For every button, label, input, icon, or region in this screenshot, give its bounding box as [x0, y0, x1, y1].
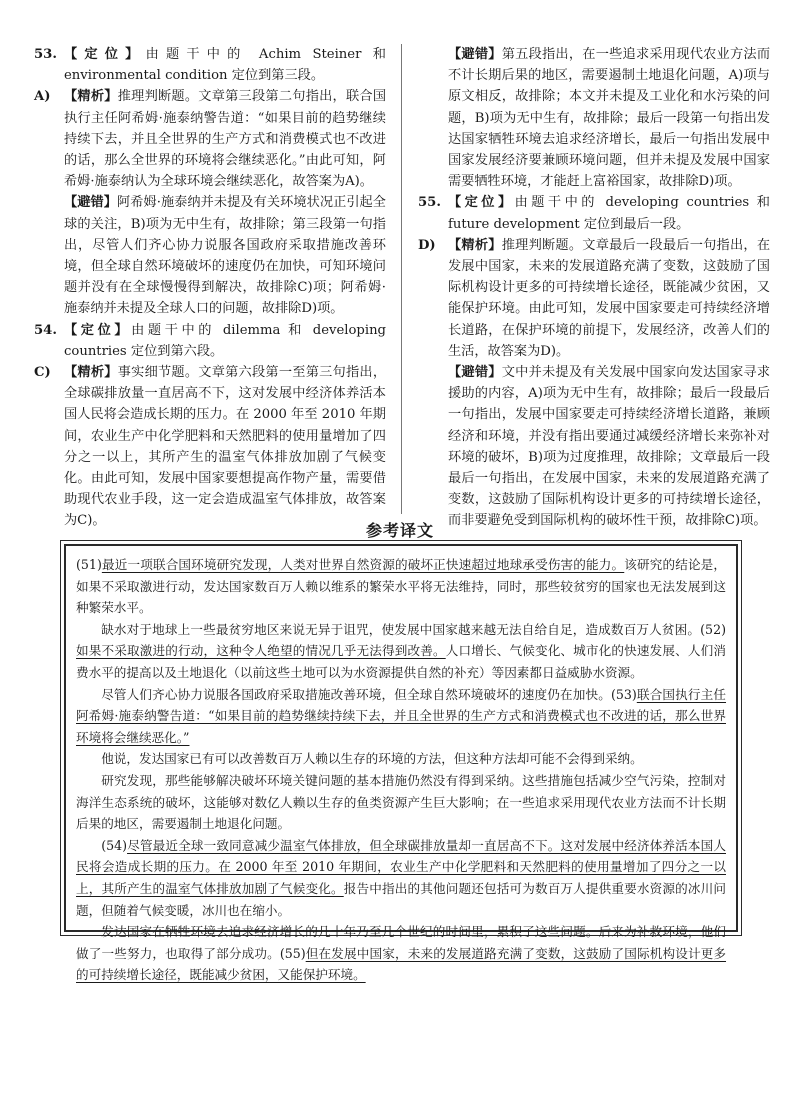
translation-paragraph	[76, 835, 726, 921]
locate-tag: 【定位】	[448, 195, 515, 211]
sentence-tag: (51)	[76, 557, 102, 572]
avoid-tag: 【避错】	[448, 47, 502, 62]
q55-analysis	[418, 235, 770, 362]
analysis-text: 事实细节题。文章第六段第一至第三句指出，全球碳排放量一直居高不下，这对发展中经济体养活本国人民将会造成长期的压力。在 2000 年至 2010 年期间，农业生产中化学肥料和天然肥料的使用量增加了四分之一以上，其所产生的温室气体排放加剧了气候变化。由此可知，发展中国家要想提高作物产量，需要借助现代农业手段，这一定会造成温室气体排放，故答案为C)。	[64, 365, 387, 529]
analysis-tag: 【精析】	[64, 89, 118, 105]
right-column	[418, 44, 770, 532]
answer-letter: A)	[34, 89, 51, 105]
translation-paragraph	[76, 554, 726, 619]
locate-text: 由题干中的 Achim Steiner 和 environmental condition 定位到第三段。	[64, 47, 386, 84]
avoid-tag: 【避错】	[64, 195, 117, 211]
underlined-sentence: 最近一项联合国环境研究发现，人类对世界自然资源的破坏正快速超过地球承受伤害的能力。	[101, 557, 625, 572]
underlined-sentence: 但在发展中国家，未来的发展道路充满了变数，这鼓励了国际机构设计更多的可持续增长途径，既能减少贫困，又能保护环境。	[76, 945, 727, 983]
translation-paragraph: 他说，发达国家已有可以改善数百万人赖以生存的环境的方法，但这种方法却可能不会得到采纳。	[101, 751, 643, 767]
analysis-text: 推理判断题。文章最后一段最后一句指出，在发展中国家，未来的发展道路充满了变数，这鼓励了国际机构设计更多的可持续增长途径，既能减少贫困，又能保护环境。由此可知，发展中国家要走可持续经济增长道路，在保护环境的前提下，发展经济，改善人们的生活，故答案为D)。	[448, 237, 771, 359]
translation-paragraph	[76, 684, 726, 749]
sentence: 发达国家在牺牲环境去追求经济增长的几十年乃至几个世纪的时间里，累积了这些问题。后来为补救环境，他们做了一些努力，也取得了部分成功。	[76, 924, 726, 961]
translation-paragraph: 研究发现，那些能够解决破坏环境关键问题的基本措施仍然没有得到采纳。这些措施包括减少空气污染，控制对海洋生态系统的破坏，这能够对数亿人赖以生存的鱼类资源产生巨大影响；在一些追求采用现代农业方法而不计长期后果的地区，需要遏制土地退化问题。	[76, 772, 726, 832]
translation-box	[64, 544, 738, 983]
avoid-text: 第五段指出，在一些追求采用现代农业方法而不计长期后果的地区，需要遏制土地退化问题，A)项与原文相反，故排除；本文并未提及工业化和水污染的问题，B)项为无中生有，故排除；最后一段第一句指出发达国家牺牲环境去追求经济增长，最后一句指出发展中国家发展经济要兼顾环境问题，但并未提及发展中国家需要牺牲环境，才能赶上富裕国家，故排除D)项。	[448, 47, 771, 190]
underlined-sentence: 联合国执行主任阿希姆·施泰纳警告道：“如果目前的趋势继续持续下去，并且全世界的生产方式和消费模式也不改进的话，那么世界环境将会继续恶化。”	[76, 686, 727, 745]
q53-avoid	[34, 192, 386, 319]
sentence: 人口增长、气候变化、城市化的快速发展、人们消费水平的提高以及土地退化（以前这些土地可以为水资源提供自然的补充）等因素都日益威胁水资源。	[76, 643, 727, 680]
q53-locate	[34, 44, 386, 86]
q54-locate	[34, 320, 386, 362]
analysis-tag: 【精析】	[448, 237, 502, 253]
analysis-text: 推理判断题。文章第三段第二句指出，联合国执行主任阿希姆·施泰纳警告道：“如果目前的趋势继续持续下去，并且全世界的生产方式和消费模式也不改进的话，那么全世界的环境将会继续恶化。”由此可知，阿希姆·施泰纳认为全球环境会继续恶化，故答案为A)。	[64, 89, 387, 190]
locate-text: 由题干中的 dilemma 和 developing countries 定位到第六段。	[64, 322, 387, 359]
section-heading: 参考译文	[365, 521, 434, 540]
underlined-sentence: 尽管最近全球一致同意减少温室气体排放，但全球碳排放量却一直居高不下。这对发展中经济体养活本国人民将会造成长期的压力。在 2000 年至 2010 年期间，农业生产中化学肥料和天然肥料的使用量增加了四分之一以上，其所产生的温室气体排放加剧了气候变化。	[76, 837, 726, 896]
avoid-text: 文中并未提及有关发展中国家向发达国家寻求援助的内容，A)项为无中生有，故排除；最后一段最后一句指出，发展中国家要走可持续经济增长道路，兼顾经济和环境，并没有指出要通过减缓经济增长来弥补对环境的破坏，B)项为过度推理，故排除；文章最后一段最后一句指出，在发展中国家，未来的发展道路充满了变数，这鼓励了国际机构设计更多的可持续增长途径，而非要避免受到国际机构的破坏性干预，故排除C)项。	[448, 365, 771, 529]
translation-paragraph	[76, 619, 726, 684]
column-divider	[401, 44, 402, 514]
sentence: 缺水对于地球上一些最贫穷地区来说无异于诅咒，使发展中国家越来越无法自给自足，造成数百万人贫困。	[101, 621, 701, 637]
question-number: 53.	[34, 47, 57, 62]
locate-tag: 【定位】	[64, 322, 132, 338]
left-column	[34, 44, 386, 532]
sentence-tag: (52)	[700, 621, 726, 637]
underlined-sentence: 如果不采取激进的行动，这种令人绝望的情况几乎无法得到改善。	[76, 643, 446, 659]
analysis-tag: 【精析】	[64, 365, 118, 381]
sentence-tag: (53)	[610, 686, 637, 702]
avoid-text: 阿希姆·施泰纳并未提及有关环境状况正引起全球的关注，B)项为无中生有，故排除；第三段第一句指出，尽管人们齐心协力说服各国政府采取措施改善环境，但全球自然环境破坏的速度仍在加快，可知环境问题并没有在全球慢慢得到解决，故排除C)项；阿希姆·施泰纳并未提及全球人口的问题，故排除D)项。	[64, 195, 386, 317]
q53-analysis	[34, 86, 386, 192]
locate-tag: 【定位】	[64, 47, 146, 62]
sentence: 该研究的结论是，如果不采取激进行动，发达国家数百万人赖以维系的繁荣水平将无法维持，同时，那些较贫穷的国家也无法发展到这种繁荣水平。	[76, 557, 727, 616]
translation-paragraph	[76, 921, 726, 986]
question-number: 54.	[34, 322, 57, 338]
question-number: 55.	[418, 195, 441, 211]
locate-text: 由题干中的 developing countries 和 future development 定位到最后一段。	[448, 195, 770, 232]
sentence-tag: (54)	[101, 837, 128, 853]
q55-avoid	[418, 362, 770, 532]
answer-letter: C)	[34, 365, 51, 381]
sentence: 尽管人们齐心协力说服各国政府采取措施改善环境，但全球自然环境破坏的速度仍在加快。	[101, 686, 611, 702]
avoid-tag: 【避错】	[448, 365, 502, 381]
q54-analysis	[34, 362, 386, 532]
sentence-tag: (55)	[279, 945, 306, 961]
q55-locate	[418, 192, 770, 234]
sentence: 报告中指出的其他问题还包括可为数百万人提供重要水资源的冰川问题，但随着气候变暖，冰川也在缩小。	[76, 880, 727, 918]
q54-avoid	[418, 44, 770, 192]
answer-letter: D)	[418, 237, 436, 253]
